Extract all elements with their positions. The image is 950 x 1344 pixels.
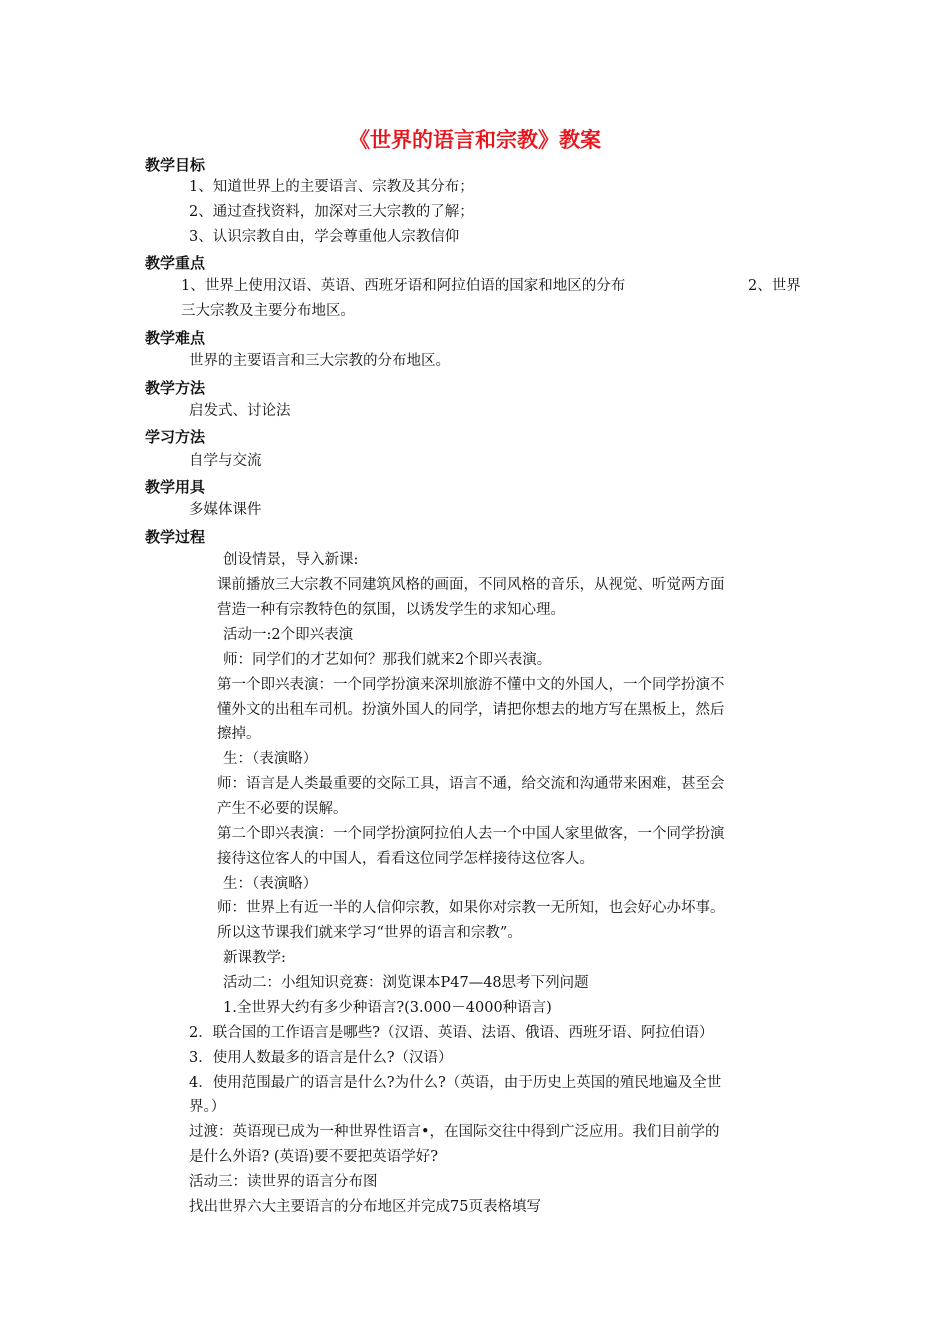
process-line: 3．使用人数最多的语言是什么?（汉语）	[189, 1050, 453, 1066]
process-line: 活动二：小组知识竞赛：浏览课本P47—48思考下列问题	[223, 975, 589, 991]
process-line: 课前播放三大宗教不同建筑风格的画面，不同风格的音乐，从视觉、听觉两方面	[217, 577, 725, 593]
goal-item-1: 1、知道世界上的主要语言、宗教及其分布；	[189, 179, 474, 195]
difficulties-text: 世界的主要语言和三大宗教的分布地区。	[189, 353, 450, 369]
key-points-line-1: 1、世界上使用汉语、英语、西班牙语和阿拉伯语的国家和地区的分布	[181, 278, 626, 294]
heading-learning-method: 学习方法	[145, 428, 206, 446]
key-points-line-2: 三大宗教及主要分布地区。	[181, 303, 355, 319]
process-line: 活动一:2个即兴表演	[223, 627, 354, 643]
process-line: 1.全世界大约有多少种语言?(3.000－4000种语言)	[223, 1000, 552, 1016]
teaching-method-text: 启发式、讨论法	[189, 403, 291, 419]
process-line: 是什么外语? (英语)要不要把英语学好?	[189, 1149, 438, 1165]
learning-method-text: 自学与交流	[189, 453, 262, 469]
process-line: 懂外文的出租车司机。扮演外国人的同学，请把你想去的地方写在黑板上，然后	[217, 702, 725, 718]
process-line: 第二个即兴表演：一个同学扮演阿拉伯人去一个中国人家里做客，一个同学扮演	[217, 826, 725, 842]
process-line: 师：世界上有近一半的人信仰宗教，如果你对宗教一无所知，也会好心办坏事。	[217, 900, 725, 916]
document-title: 《世界的语言和宗教》教案	[349, 128, 601, 152]
process-line: 产生不必要的误解。	[217, 801, 348, 817]
key-points-line-1-tail: 2、世界	[748, 278, 801, 294]
process-line: 师：语言是人类最重要的交际工具，语言不通，给交流和沟通带来困难，甚至会	[217, 776, 725, 792]
heading-goals: 教学目标	[145, 156, 206, 174]
process-line: 营造一种有宗教特色的氛围，以诱发学生的求知心理。	[217, 602, 565, 618]
process-line: 界。）	[189, 1099, 226, 1115]
process-line: 2．联合国的工作语言是哪些?（汉语、英语、法语、俄语、西班牙语、阿拉伯语）	[189, 1025, 714, 1041]
process-line: 生：（表演略）	[223, 751, 318, 767]
heading-difficulties: 教学难点	[145, 329, 206, 347]
process-line: 擦掉。	[217, 726, 261, 742]
process-line: 第一个即兴表演：一个同学扮演来深圳旅游不懂中文的外国人，一个同学扮演不	[217, 677, 725, 693]
process-line: 找出世界六大主要语言的分布地区并完成75页表格填写	[189, 1199, 541, 1215]
process-line: 新课教学:	[223, 950, 286, 966]
heading-teaching-method: 教学方法	[145, 379, 206, 397]
process-line: 创设情景，导入新课:	[223, 552, 359, 568]
tools-text: 多媒体课件	[189, 502, 262, 518]
process-line: 生：（表演略）	[223, 876, 318, 892]
process-line: 4．使用范围最广的语言是什么?为什么?（英语，由于历史上英国的殖民地遍及全世	[189, 1075, 722, 1091]
heading-process: 教学过程	[145, 528, 206, 546]
process-line: 接待这位客人的中国人，看看这位同学怎样接待这位客人。	[217, 851, 594, 867]
process-line: 过渡：英语现已成为一种世界性语言•，在国际交往中得到广泛应用。我们目前学的	[189, 1124, 720, 1140]
goal-item-3: 3、认识宗教自由，学会尊重他人宗教信仰	[189, 229, 460, 245]
heading-key-points: 教学重点	[145, 254, 206, 272]
process-line: 所以这节课我们就来学习“世界的语言和宗教”。	[217, 925, 522, 941]
goal-item-2: 2、通过查找资料，加深对三大宗教的了解；	[189, 204, 474, 220]
process-line: 师：同学们的才艺如何？那我们就来2个即兴表演。	[223, 652, 552, 668]
heading-tools: 教学用具	[145, 478, 206, 496]
process-line: 活动三：读世界的语言分布图	[189, 1174, 378, 1190]
